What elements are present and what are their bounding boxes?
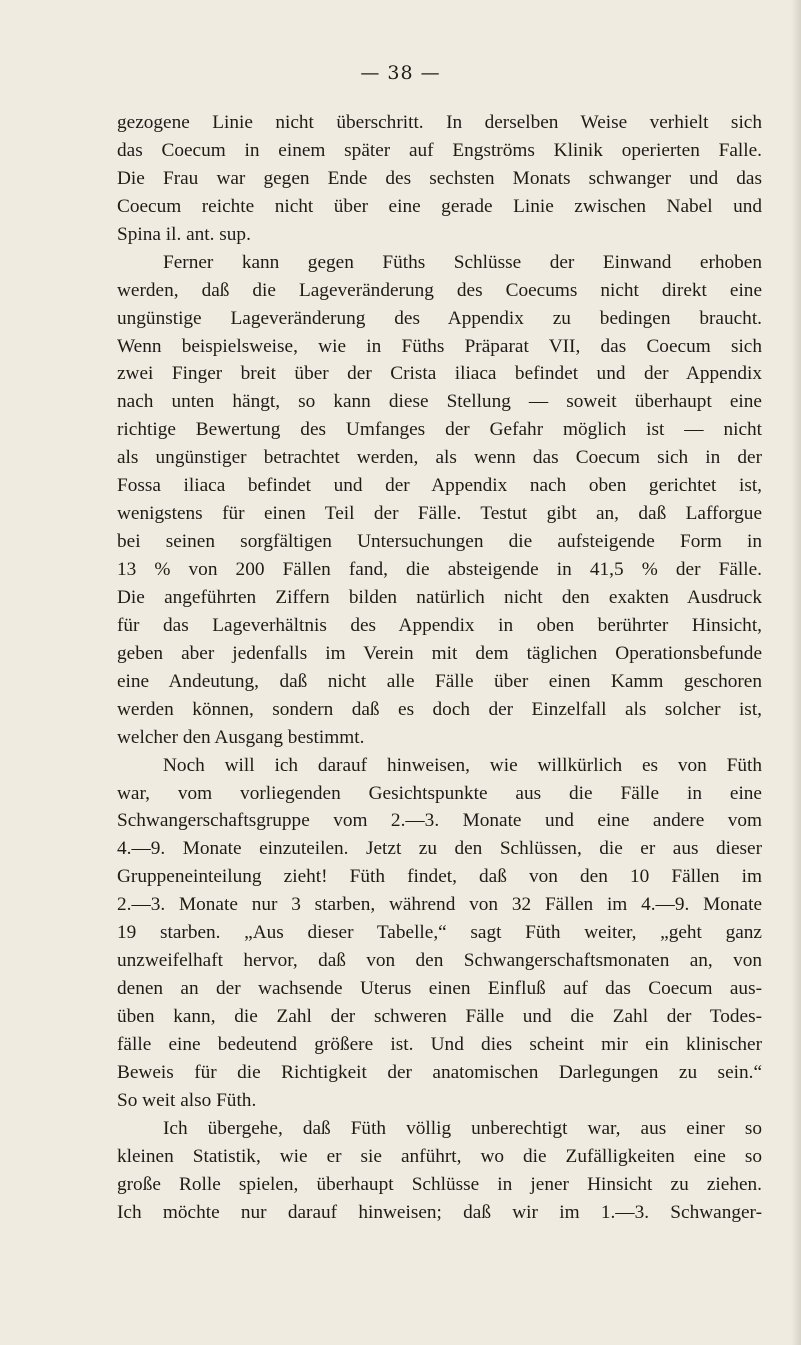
text-line: gezogene Linie nicht überschritt. In derselben Weise verhielt sich — [117, 112, 762, 133]
text-line: geben aber jedenfalls im Verein mit dem täglichen Operationsbefunde — [117, 642, 762, 664]
text-line: Spina il. ant. sup. — [117, 223, 251, 245]
text-line: fälle eine bedeutend größere ist. Und dies scheint mir ein klinischer — [117, 1033, 762, 1055]
text-line: zwei Finger breit über der Crista iliaca befindet und der Appendix — [117, 363, 762, 385]
text-line: werden, daß die Lageveränderung des Coecums nicht direkt eine — [117, 279, 762, 301]
text-line: als ungünstiger betrachtet werden, als wenn das Coecum sich in der — [117, 447, 762, 469]
text-line: eine Andeutung, daß nicht alle Fälle über einen Kamm geschoren — [117, 670, 762, 692]
text-line: Ferner kann gegen Füths Schlüsse der Einwand erhoben — [163, 251, 762, 273]
text-line: 2.—3. Monate nur 3 starben, während von 32 Fällen im 4.—9. Monate — [117, 894, 762, 916]
text-line: Coecum reichte nicht über eine gerade Linie zwischen Nabel und — [117, 195, 762, 217]
text-line: Ich übergehe, daß Füth völlig unberechtigt war, aus einer so — [163, 1117, 762, 1139]
text-line: Ich möchte nur darauf hinweisen; daß wir im 1.—3. Schwanger- — [117, 1201, 762, 1223]
text-line: Wenn beispielsweise, wie in Füths Präparat VII, das Coecum sich — [117, 335, 762, 357]
text-line: bei seinen sorgfältigen Untersuchungen die aufsteigende Form in — [117, 531, 762, 553]
text-line: für das Lageverhältnis des Appendix in oben berührter Hinsicht, — [117, 614, 762, 636]
text-line: wenigstens für einen Teil der Fälle. Testut gibt an, daß Lafforgue — [117, 503, 762, 525]
text-line: Beweis für die Richtigkeit der anatomischen Darlegungen zu sein.“ — [117, 1061, 762, 1083]
text-line: Noch will ich darauf hinweisen, wie willkürlich es von Füth — [163, 754, 762, 776]
text-line: Die Frau war gegen Ende des sechsten Monats schwanger und das — [117, 167, 762, 189]
text-line: Schwangerschaftsgruppe vom 2.—3. Monate und eine andere vom — [117, 810, 762, 832]
text-line: war, vom vorliegenden Gesichtspunkte aus die Fälle in eine — [117, 782, 762, 804]
text-line: ungünstige Lageveränderung des Appendix zu bedingen braucht. — [117, 307, 762, 329]
text-line: 4.—9. Monate einzuteilen. Jetzt zu den Schlüssen, die er aus dieser — [117, 838, 762, 860]
text-line: kleinen Statistik, wie er sie anführt, wo die Zufälligkeiten eine so — [117, 1145, 762, 1167]
text-line: werden können, sondern daß es doch der Einzelfall als solcher ist, — [117, 698, 762, 720]
text-line: Die angeführten Ziffern bilden natürlich nicht den exakten Ausdruck — [117, 586, 762, 608]
text-line: das Coecum in einem später auf Engströms Klinik operierten Falle. — [117, 139, 762, 161]
text-line: unzweifelhaft hervor, daß von den Schwangerschaftsmonaten an, von — [117, 950, 762, 972]
text-line: welcher den Ausgang bestimmt. — [117, 726, 365, 748]
page-number: — 38 — — [360, 62, 441, 84]
text-line: nach unten hängt, so kann diese Stellung — soweit überhaupt eine — [117, 391, 762, 413]
text-line: denen an der wachsende Uterus einen Einfluß auf das Coecum aus- — [117, 978, 762, 1000]
text-line: richtige Bewertung des Umfanges der Gefahr möglich ist — nicht — [117, 419, 762, 441]
text-line: 13 % von 200 Fällen fand, die absteigende in 41,5 % der Fälle. — [117, 559, 762, 580]
text-line: Gruppeneinteilung zieht! Füth findet, daß von den 10 Fällen im — [117, 866, 762, 888]
text-line: große Rolle spielen, überhaupt Schlüsse in jener Hinsicht zu ziehen. — [117, 1173, 762, 1195]
text-line: üben kann, die Zahl der schweren Fälle und die Zahl der Todes- — [117, 1006, 762, 1027]
page-edge-shadow — [791, 0, 801, 1345]
body-text — [117, 109, 762, 1227]
text-line: 19 starben. „Aus dieser Tabelle,“ sagt Füth weiter, „geht ganz — [117, 922, 762, 944]
text-line: Fossa iliaca befindet und der Appendix nach oben gerichtet ist, — [117, 475, 762, 497]
text-line: So weit also Füth. — [117, 1089, 257, 1111]
